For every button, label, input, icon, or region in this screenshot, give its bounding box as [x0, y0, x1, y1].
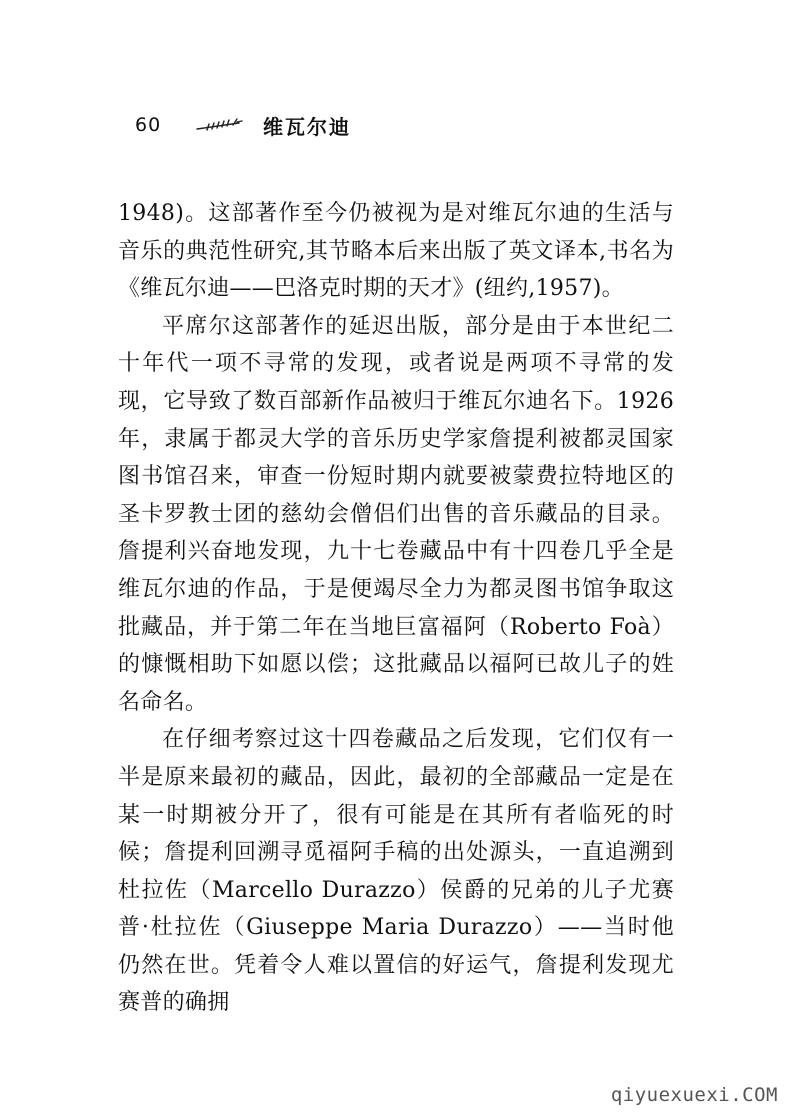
paragraph-1: 1948)。这部著作至今仍被视为是对维瓦尔迪的生活与音乐的典范性研究,其节略本后来出版了英文译本,书名为《维瓦尔迪——巴洛克时期的天才》(纽约,1957)。: [118, 201, 674, 302]
watermark: qiyuexuexi.COM: [610, 1084, 778, 1106]
paragraph-2: 平席尔这部著作的延迟出版，部分是由于本世纪二十年代一项不寻常的发现，或者说是两项不寻常的发现，它导致了数百部新作品被归于维瓦尔迪名下。1926年，隶属于都灵大学的音乐历史学家詹提利被都灵国家图书馆召来，审查一份短时期内就要被蒙费拉特地区的圣卡罗教士团的慈幼会僧侣们出售的音乐藏品的目录。詹提利兴奋地发现，九十七卷藏品中有十四卷几乎全是维瓦尔迪的作品，于是便竭尽全力为都灵图书馆争取这批藏品，并于第二年在当地巨富福阿（Roberto Foà）的慷慨相助下如愿以偿；这批藏品以福阿已故儿子的姓名命名。: [118, 313, 674, 715]
page-header: [135, 108, 695, 142]
body-text: [118, 195, 674, 1022]
running-title: 维瓦尔迪: [263, 115, 351, 139]
ornament-icon: [193, 113, 245, 137]
paragraph-3: 在仔细考察过这十四卷藏品之后发现，它们仅有一半是原来最初的藏品，因此，最初的全部藏品一定是在某一时期被分开了，很有可能是在其所有者临死的时候；詹提利回溯寻觅福阿手稿的出处源头，一直追溯到杜拉佐（Marcello Durazzo）侯爵的兄弟的儿子尤赛普·杜拉佐（Giuseppe Maria Durazzo）——当时他仍然在世。凭着令人难以置信的好运气，詹提利发现尤赛普的确拥: [118, 727, 674, 1016]
page-number: 60: [135, 114, 162, 136]
